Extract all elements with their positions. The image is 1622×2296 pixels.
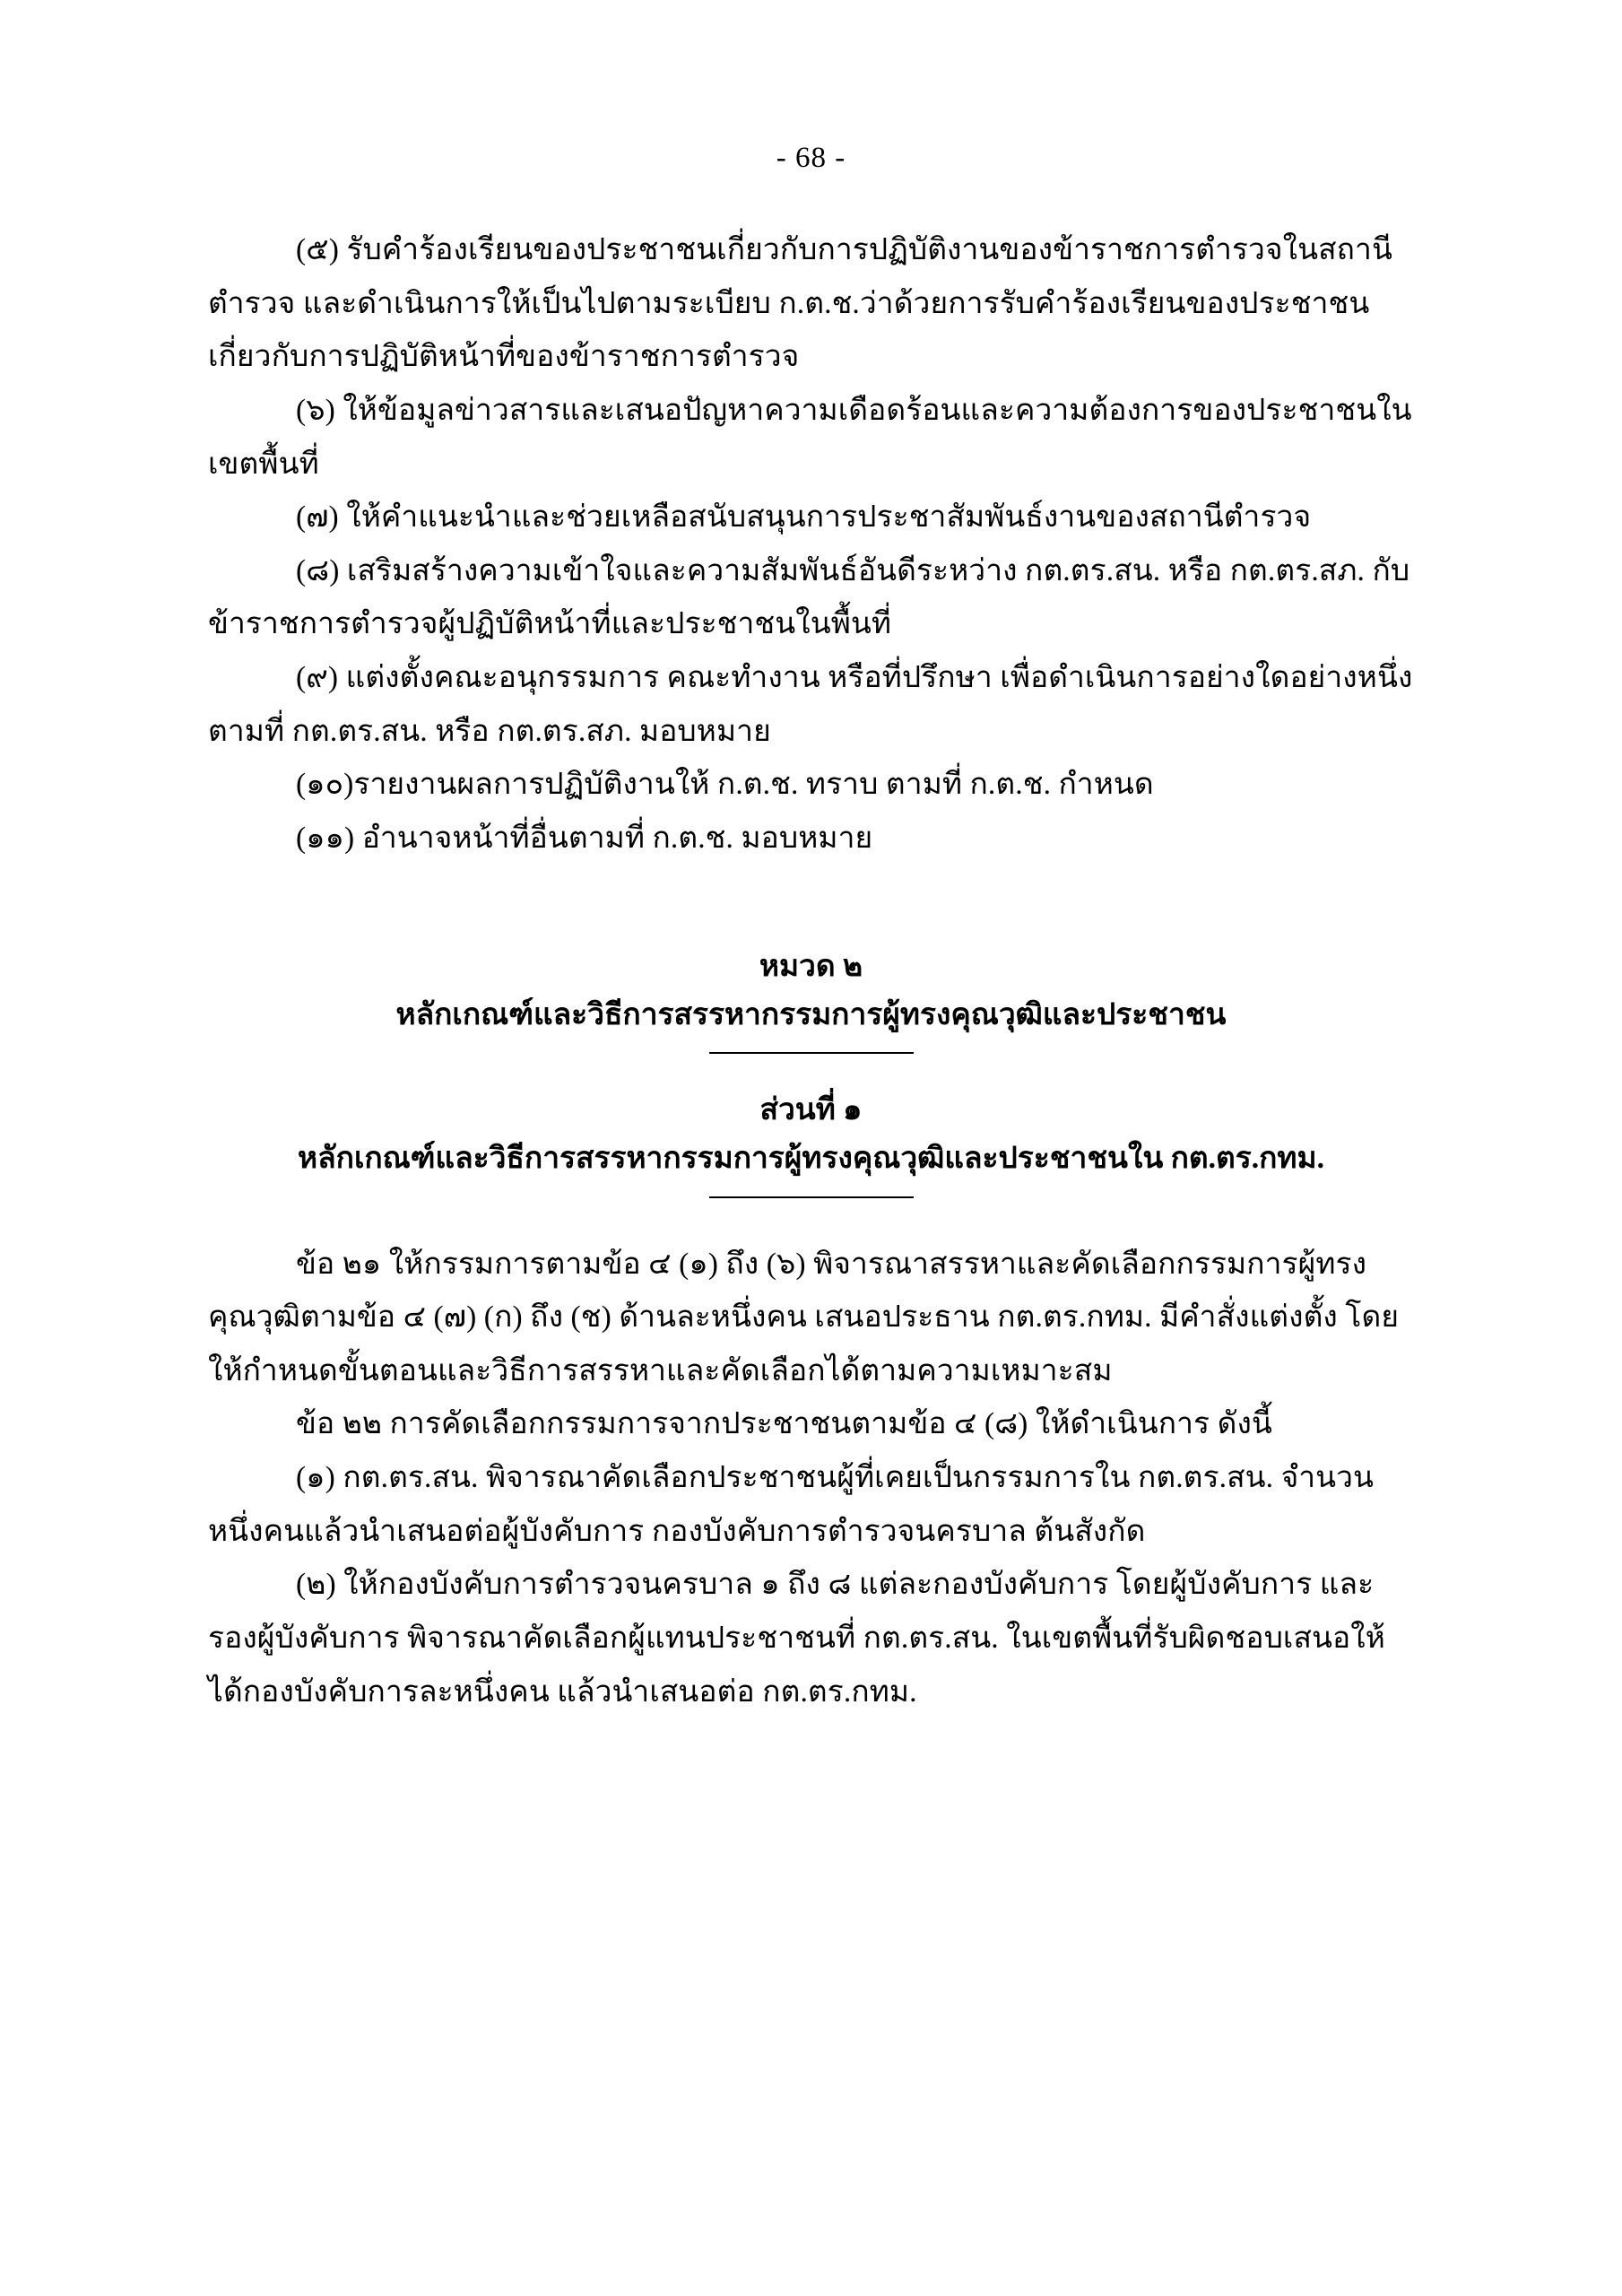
article-item: ข้อ ๒๑ ให้กรรมการตามข้อ ๔ (๑) ถึง (๖) พิจารณาสรรหาและคัดเลือกกรรมการผู้ทรงคุณวุฒิตามข้อ ๔ (๗) (ก) ถึง (ช) ด้านละหนึ่งคน เสนอประธาน กต.ตร.กทม. มีคำสั่งแต่งตั้ง โดยให้กำหนดขั้นตอนและวิธีการสรรหาและคัดเลือกได้ตามความเหมาะสม bbox=[208, 1247, 1400, 1387]
article-item: (๒) ให้กองบังคับการตำรวจนครบาล ๑ ถึง ๘ แต่ละกองบังคับการ โดยผู้บังคับการ และรองผู้บังคับการ พิจารณาคัดเลือกผู้แทนประชาชนที่ กต.ตร.สน. ในเขตพื้นที่รับผิดชอบเสนอให้ได้กองบังคับการละหนึ่งคน แล้วนำเสนอต่อ กต.ตร.กทม. bbox=[208, 1568, 1385, 1709]
section-divider bbox=[709, 1196, 914, 1198]
clause-item: (๖) ให้ข้อมูลข่าวสารและเสนอปัญหาความเดือดร้อนและความต้องการของประชาชนในเขตพื้นที่ bbox=[208, 393, 1412, 481]
page-number: - 68 - bbox=[776, 142, 846, 174]
chapter-heading-title: หมวด ๒ bbox=[759, 949, 863, 983]
chapter-heading-subtitle: หลักเกณฑ์และวิธีการสรรหากรรมการผู้ทรงคุณวุฒิและประชาชน bbox=[395, 997, 1227, 1031]
clause-item: (๙) แต่งตั้งคณะอนุกรรมการ คณะทำงาน หรือที่ปรึกษา เพื่อดำเนินการอย่างใดอย่างหนึ่งตามที่ กต.ตร.สน. หรือ กต.ตร.สภ. มอบหมาย bbox=[208, 661, 1413, 748]
clause-item: (๘) เสริมสร้างความเข้าใจและความสัมพันธ์อันดีระหว่าง กต.ตร.สน. หรือ กต.ตร.สภ. กับข้าราชการตำรวจผู้ปฏิบัติหน้าที่และประชาชนในพื้นที่ bbox=[208, 553, 1410, 641]
clause-item: (๗) ให้คำแนะนำและช่วยเหลือสนับสนุนการประชาสัมพันธ์งานของสถานีตำรวจ bbox=[296, 500, 1312, 535]
clause-item: (๕) รับคำร้องเรียนของประชาชนเกี่ยวกับการปฏิบัติงานของข้าราชการตำรวจในสถานีตำรวจ และดำเนินการให้เป็นไปตามระเบียบ ก.ต.ช.ว่าด้วยการรับคำร้องเรียนของประชาชนเกี่ยวกับการปฏิบัติหน้าที่ของข้าราชการตำรวจ bbox=[208, 233, 1392, 374]
section-heading bbox=[208, 1086, 1414, 1198]
heading-divider bbox=[709, 1052, 914, 1054]
chapter-heading bbox=[208, 943, 1414, 1055]
article-item: ข้อ ๒๒ การคัดเลือกกรรมการจากประชาชนตามข้อ ๔ (๘) ให้ดำเนินการ ดังนี้ bbox=[296, 1407, 1272, 1441]
clause-item: (๑๐)รายงานผลการปฏิบัติงานให้ ก.ต.ช. ทราบ ตามที่ ก.ต.ช. กำหนด bbox=[296, 768, 1154, 802]
clause-list bbox=[208, 223, 1414, 865]
clause-item: (๑๑) อำนาจหน้าที่อื่นตามที่ ก.ต.ช. มอบหมาย bbox=[296, 821, 873, 855]
section-heading-subtitle: หลักเกณฑ์และวิธีการสรรหากรรมการผู้ทรงคุณวุฒิและประชาชนใน กต.ตร.กทม. bbox=[298, 1142, 1324, 1176]
article-item: (๑) กต.ตร.สน. พิจารณาคัดเลือกประชาชนผู้ที่เคยเป็นกรรมการใน กต.ตร.สน. จำนวนหนึ่งคนแล้วนำเสนอต่อผู้บังคับการ กองบังคับการตำรวจนครบาล ต้นสังกัด bbox=[208, 1461, 1375, 1548]
section-heading-title: ส่วนที่ ๑ bbox=[759, 1093, 863, 1127]
article-list bbox=[208, 1238, 1414, 1719]
page-content-column bbox=[208, 0, 1414, 1718]
